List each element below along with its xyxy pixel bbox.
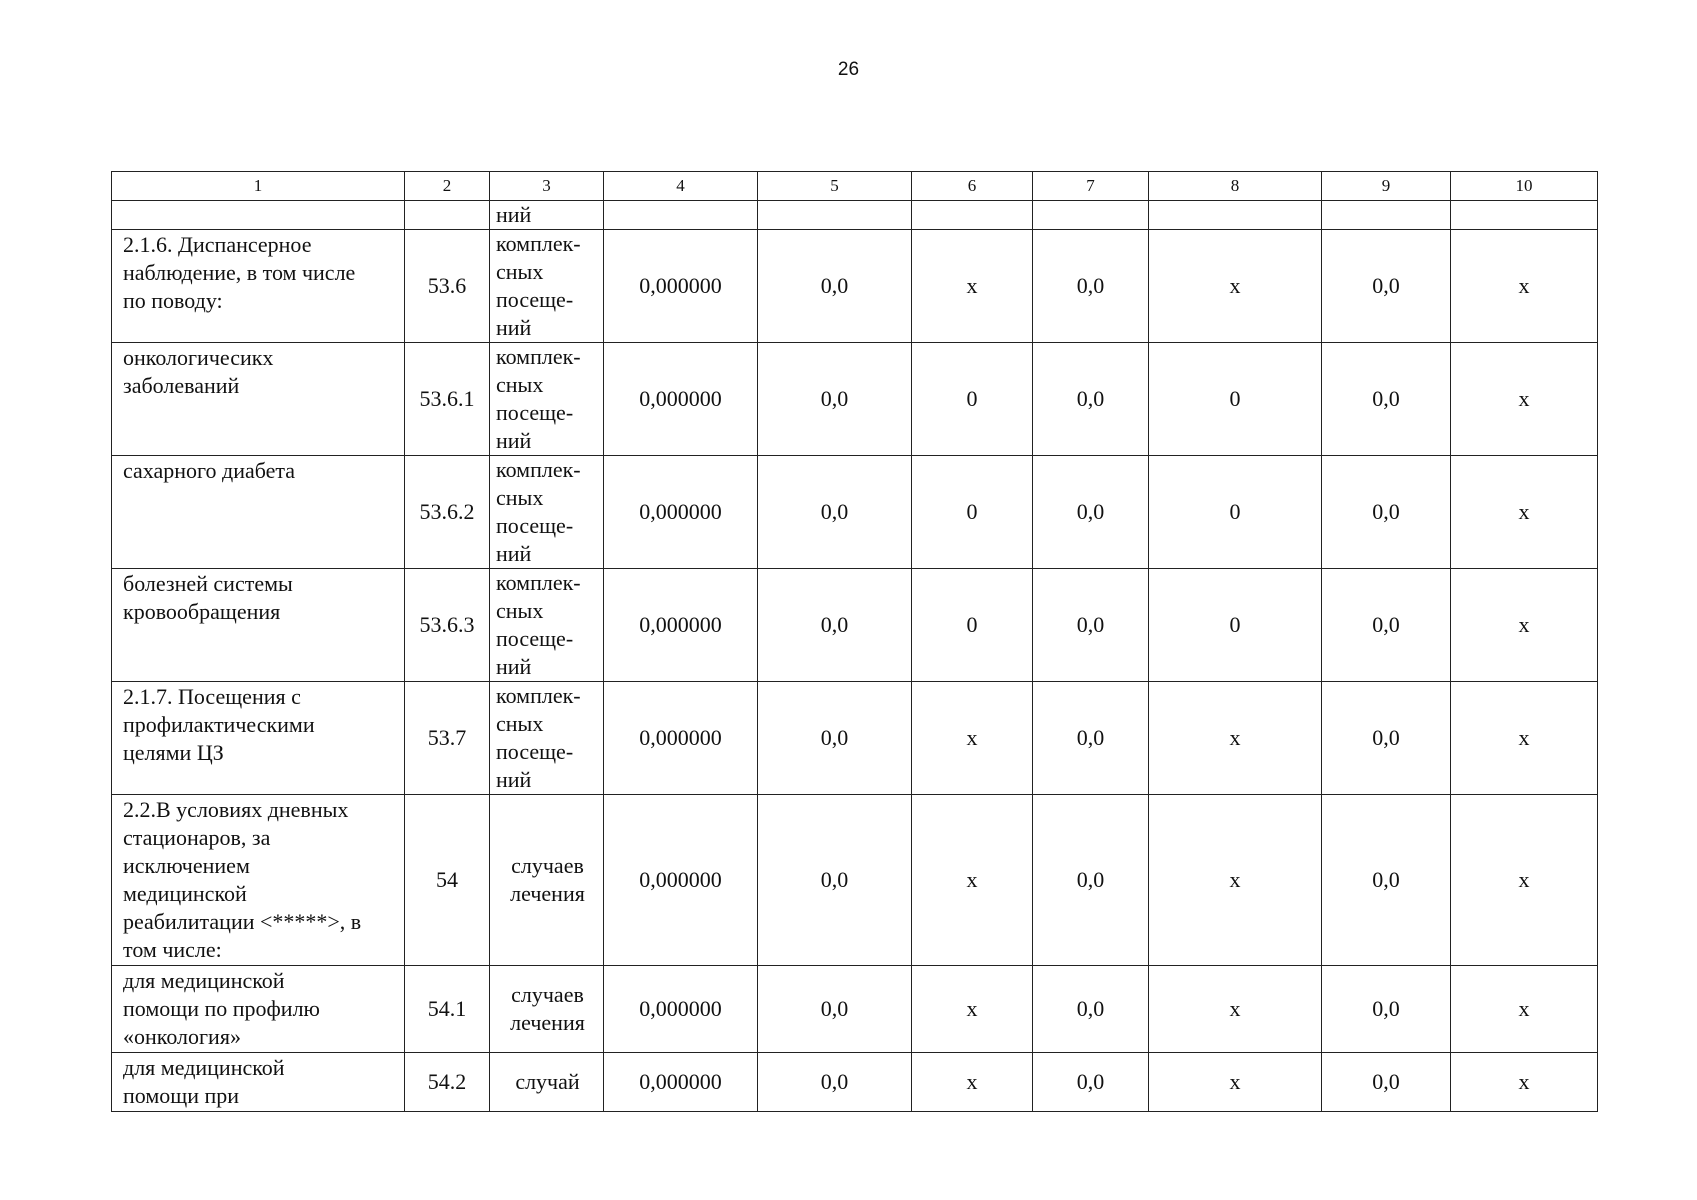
value-cell: х: [1451, 230, 1598, 343]
value-cell: х: [1451, 456, 1598, 569]
unit-cell: [490, 230, 604, 343]
name-line: целями ЦЗ: [123, 740, 224, 765]
name-cell: [112, 569, 405, 682]
value-cell: 0: [1149, 569, 1322, 682]
column-number: 3: [490, 172, 604, 201]
value-cell: х: [1451, 966, 1598, 1053]
value-cell: 0: [912, 456, 1033, 569]
table-row: [112, 343, 1598, 456]
unit-line: ний: [496, 428, 532, 453]
name-line: медицинской: [123, 881, 247, 906]
name-line: сахарного диабета: [123, 458, 296, 483]
value-cell: 0,000000: [604, 1053, 758, 1112]
value-cell: 0,000000: [604, 569, 758, 682]
unit-line: комплек-: [496, 683, 581, 708]
column-number: 7: [1033, 172, 1149, 201]
unit-line: случаев: [511, 982, 584, 1007]
unit-line: ний: [496, 541, 532, 566]
unit-line: лечения: [510, 1010, 585, 1035]
unit-line: посеще-: [496, 400, 574, 425]
name-line: стационаров, за: [123, 825, 271, 850]
unit-cell: [490, 569, 604, 682]
name-line: профилактическими: [123, 712, 315, 737]
name-line: болезней системы: [123, 571, 293, 596]
value-cell: х: [912, 966, 1033, 1053]
unit-cell: [490, 456, 604, 569]
name-line: 2.2.В условиях дневных: [123, 797, 349, 822]
column-number: 1: [112, 172, 405, 201]
value-cell: 0,0: [1322, 343, 1451, 456]
value-cell: х: [1451, 569, 1598, 682]
name-line: помощи по профилю: [123, 996, 320, 1021]
name-cell: [112, 1053, 405, 1112]
value-cell: 0,0: [1033, 1053, 1149, 1112]
table-row: [112, 682, 1598, 795]
value-cell: х: [1149, 795, 1322, 966]
name-line: 2.1.6. Диспансерное: [123, 232, 312, 257]
name-cell: [112, 966, 405, 1053]
name-line: наблюдение, в том числе: [123, 260, 356, 285]
name-line: «онкология»: [123, 1024, 241, 1049]
table-row: [112, 569, 1598, 682]
unit-cell: [490, 966, 604, 1053]
code-cell: 53.6.2: [405, 456, 490, 569]
value-cell: 0,000000: [604, 795, 758, 966]
value-cell: 0,0: [1322, 795, 1451, 966]
value-cell: 0,0: [1322, 1053, 1451, 1112]
name-cell: [112, 343, 405, 456]
value-cell: х: [1451, 795, 1598, 966]
column-number: 4: [604, 172, 758, 201]
value-cell: 0,000000: [604, 966, 758, 1053]
unit-line: случай: [515, 1069, 580, 1094]
unit-line: посеще-: [496, 513, 574, 538]
value-cell: х: [1451, 682, 1598, 795]
unit-line: посеще-: [496, 626, 574, 651]
name-line: по поводу:: [123, 288, 223, 313]
value-cell: [1149, 201, 1322, 230]
unit-line: сных: [496, 259, 544, 284]
name-cell: [112, 682, 405, 795]
unit-line: ний: [496, 315, 532, 340]
data-table: [111, 171, 1598, 1112]
value-cell: 0: [912, 343, 1033, 456]
value-cell: 0,0: [1033, 682, 1149, 795]
unit-line: комплек-: [496, 231, 581, 256]
unit-cell: [490, 343, 604, 456]
value-cell: [758, 201, 912, 230]
value-cell: [1033, 201, 1149, 230]
value-cell: 0,000000: [604, 456, 758, 569]
continuation-row: [112, 201, 1598, 230]
code-cell: [405, 201, 490, 230]
value-cell: 0,0: [758, 1053, 912, 1112]
unit-line: ний: [496, 767, 532, 792]
value-cell: х: [912, 795, 1033, 966]
table-body: [112, 201, 1598, 1112]
value-cell: х: [1149, 966, 1322, 1053]
value-cell: 0,000000: [604, 343, 758, 456]
value-cell: 0,0: [1322, 966, 1451, 1053]
table-row: [112, 456, 1598, 569]
column-number: 10: [1451, 172, 1598, 201]
column-number: 6: [912, 172, 1033, 201]
value-cell: 0,0: [758, 966, 912, 1053]
value-cell: 0,0: [1322, 456, 1451, 569]
unit-cell: [490, 795, 604, 966]
unit-line: ний: [496, 202, 532, 227]
value-cell: [1451, 201, 1598, 230]
value-cell: х: [1149, 230, 1322, 343]
name-line: для медицинской: [123, 968, 285, 993]
column-number: 9: [1322, 172, 1451, 201]
value-cell: х: [912, 682, 1033, 795]
column-number: 2: [405, 172, 490, 201]
value-cell: х: [1149, 1053, 1322, 1112]
value-cell: 0,0: [758, 569, 912, 682]
value-cell: 0,0: [758, 343, 912, 456]
unit-line: комплек-: [496, 570, 581, 595]
value-cell: [912, 201, 1033, 230]
name-line: кровообращения: [123, 599, 281, 624]
value-cell: 0,0: [1322, 682, 1451, 795]
name-line: 2.1.7. Посещения с: [123, 684, 301, 709]
table-row: [112, 795, 1598, 966]
value-cell: 0,000000: [604, 230, 758, 343]
table-row: [112, 966, 1598, 1053]
value-cell: 0,0: [1033, 569, 1149, 682]
unit-cell: [490, 682, 604, 795]
value-cell: [604, 201, 758, 230]
name-line: том числе:: [123, 937, 222, 962]
page-number: 26: [837, 59, 860, 80]
value-cell: х: [1451, 343, 1598, 456]
unit-line: сных: [496, 372, 544, 397]
value-cell: [1322, 201, 1451, 230]
unit-line: случаев: [511, 853, 584, 878]
column-number: 5: [758, 172, 912, 201]
value-cell: 0,0: [758, 230, 912, 343]
unit-line: сных: [496, 598, 544, 623]
value-cell: 0,0: [1033, 456, 1149, 569]
value-cell: 0,0: [758, 795, 912, 966]
unit-line: комплек-: [496, 344, 581, 369]
unit-cell: [490, 1053, 604, 1112]
value-cell: х: [912, 1053, 1033, 1112]
code-cell: 53.6.3: [405, 569, 490, 682]
table-row: [112, 1053, 1598, 1112]
value-cell: 0,0: [1322, 569, 1451, 682]
value-cell: 0,0: [1033, 230, 1149, 343]
value-cell: х: [1149, 682, 1322, 795]
value-cell: 0,0: [758, 456, 912, 569]
name-line: реабилитации <*****>, в: [123, 909, 362, 934]
table-row: [112, 230, 1598, 343]
unit-line: посеще-: [496, 739, 574, 764]
value-cell: 0,0: [1033, 343, 1149, 456]
name-cell: [112, 795, 405, 966]
unit-line: лечения: [510, 881, 585, 906]
value-cell: 0,0: [1033, 966, 1149, 1053]
code-cell: 54.1: [405, 966, 490, 1053]
value-cell: 0,0: [1322, 230, 1451, 343]
name-line: онкологичесикх: [123, 345, 274, 370]
unit-line: комплек-: [496, 457, 581, 482]
code-cell: 54.2: [405, 1053, 490, 1112]
value-cell: х: [1451, 1053, 1598, 1112]
unit-line: сных: [496, 485, 544, 510]
column-number: 8: [1149, 172, 1322, 201]
code-cell: 53.6: [405, 230, 490, 343]
value-cell: 0: [912, 569, 1033, 682]
value-cell: 0: [1149, 343, 1322, 456]
value-cell: х: [912, 230, 1033, 343]
unit-line: посеще-: [496, 287, 574, 312]
unit-cell: [490, 201, 604, 230]
column-number-row: [112, 172, 1598, 201]
name-cell: [112, 230, 405, 343]
value-cell: 0,0: [758, 682, 912, 795]
code-cell: 53.7: [405, 682, 490, 795]
value-cell: 0: [1149, 456, 1322, 569]
name-cell: [112, 201, 405, 230]
name-cell: [112, 456, 405, 569]
value-cell: 0,0: [1033, 795, 1149, 966]
value-cell: 0,000000: [604, 682, 758, 795]
code-cell: 54: [405, 795, 490, 966]
name-line: для медицинской: [123, 1055, 285, 1080]
name-line: исключением: [123, 853, 250, 878]
name-line: помощи при: [123, 1083, 240, 1108]
unit-line: ний: [496, 654, 532, 679]
name-line: заболеваний: [123, 373, 240, 398]
unit-line: сных: [496, 711, 544, 736]
code-cell: 53.6.1: [405, 343, 490, 456]
